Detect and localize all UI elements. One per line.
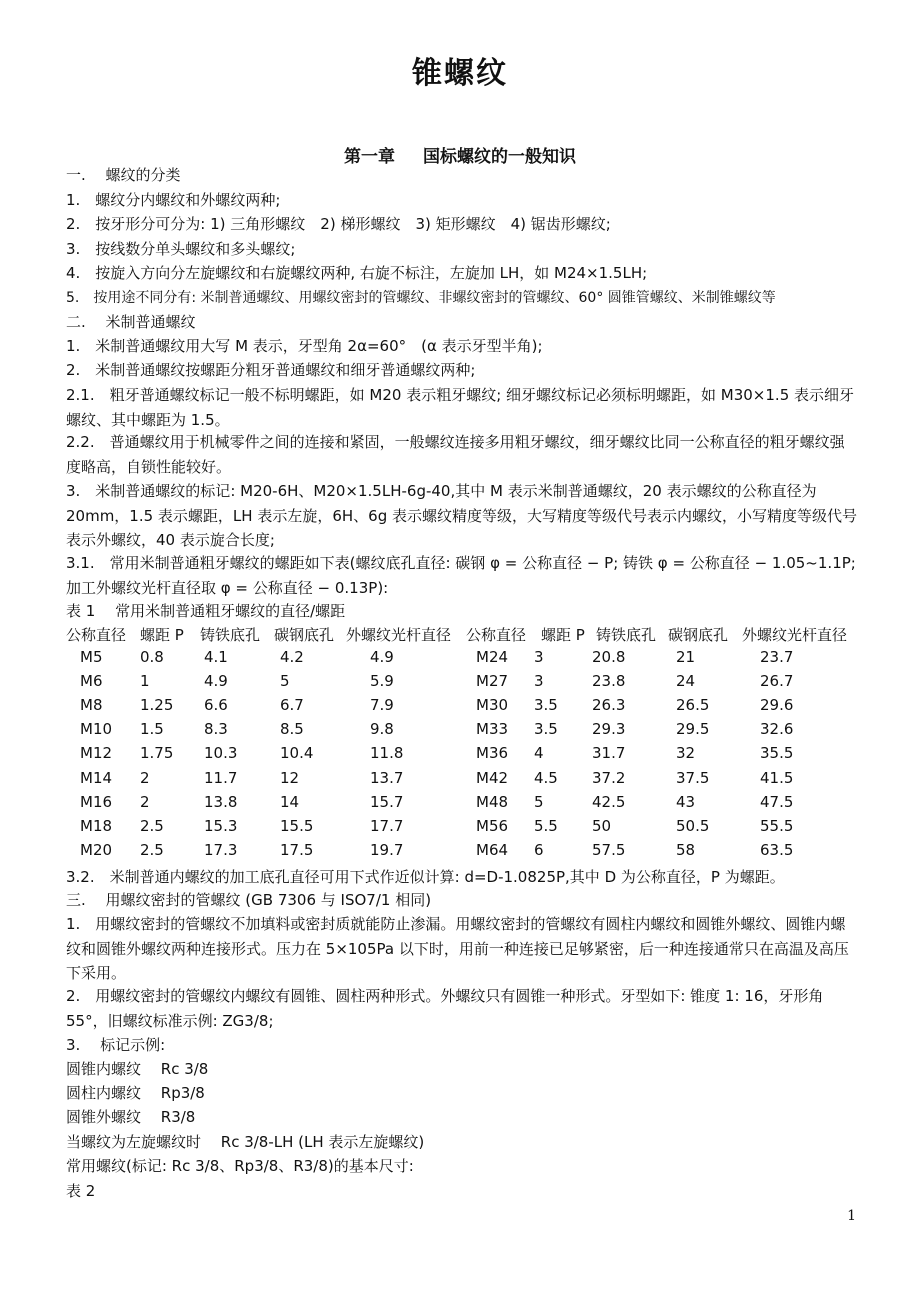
table-cell: 32 (676, 744, 696, 763)
paragraph: 表 2 (66, 1182, 96, 1200)
table-row (66, 720, 858, 744)
table-row (66, 672, 858, 696)
paragraph: 圆柱内螺纹 Rp3/8 (66, 1084, 205, 1102)
table-cell: 29.6 (760, 696, 794, 715)
table-cell: 3.5 (534, 696, 558, 715)
table-cell: M16 (80, 792, 113, 811)
table-cell: 5.9 (370, 672, 394, 691)
table-cell: M42 (476, 768, 509, 787)
table-cell: 17.7 (370, 816, 404, 835)
table-cell: 26.5 (676, 696, 710, 715)
paragraph: 2. 米制普通螺纹按螺距分粗牙普通螺纹和细牙普通螺纹两种; (66, 361, 476, 379)
table-cell: 24 (676, 672, 696, 691)
table-header-cell: 螺距 P (541, 626, 585, 644)
paragraph: 3.2. 米制普通内螺纹的加工底孔直径可用下式作近似计算: d=D-1.0825P,其中 D 为公称直径，P 为螺距。 (66, 868, 785, 886)
table-cell: 55.5 (760, 816, 794, 835)
table-cell: 2 (140, 768, 150, 787)
section-heading: 二. 米制普通螺纹 (66, 313, 196, 331)
table-row (66, 744, 858, 768)
table-cell: 2.5 (140, 816, 164, 835)
table-cell: M5 (80, 648, 103, 666)
paragraph: 2.2. 普通螺纹用于机械零件之间的连接和紧固，一般螺纹连接多用粗牙螺纹，细牙螺纹比同一公称直径的粗牙螺纹强度略高，自锁性能较好。 (66, 433, 845, 476)
paragraph: 1. 米制普通螺纹用大写 M 表示，牙型角 2α=60° (α 表示牙型半角); (66, 337, 543, 355)
table-cell: 1.25 (140, 696, 174, 715)
table-row (66, 817, 858, 841)
table-cell: 10.3 (204, 744, 238, 763)
table-cell: 0.8 (140, 648, 164, 666)
table-cell: 47.5 (760, 792, 794, 811)
paragraph: 2. 按牙形分可分为: 1) 三角形螺纹 2) 梯形螺纹 3) 矩形螺纹 4) 锯齿形螺纹; (66, 215, 611, 233)
table-row (66, 769, 858, 793)
document-title: 锥螺纹 (412, 56, 508, 91)
table-cell: 5 (534, 792, 544, 811)
table-cell: 4.5 (534, 768, 558, 787)
table-cell: 26.7 (760, 672, 794, 691)
table-cell: 57.5 (592, 840, 626, 859)
table-cell: 15.5 (280, 816, 314, 835)
table-cell: 13.8 (204, 792, 238, 811)
table-cell: M36 (476, 744, 509, 763)
table-cell: 14 (280, 792, 300, 811)
table-caption: 表 1 常用米制普通粗牙螺纹的直径/螺距 (66, 602, 346, 620)
table-cell: 23.7 (760, 648, 794, 666)
chapter-number: 第一章 (344, 147, 395, 167)
table-cell: M30 (476, 696, 509, 715)
table-cell: M10 (80, 720, 113, 739)
paragraph: 3. 米制普通螺纹的标记: M20-6H、M20×1.5LH-6g-40,其中 M 表示米制普通螺纹，20 表示螺纹的公称直径为 20mm，1.5 表示螺距，LH 表示左旋，6H、6g 表示螺纹精度等级，大写精度等级代号表示内螺纹，小写精度等级代号表示外螺纹，40 表示旋合长度; (66, 482, 857, 549)
table-cell: 29.3 (592, 720, 626, 739)
table-cell: 20.8 (592, 648, 626, 666)
paragraph: 1. 用螺纹密封的管螺纹不加填料或密封质就能防止渗漏。用螺纹密封的管螺纹有圆柱内螺纹和圆锥外螺纹、圆锥内螺纹和圆锥外螺纹两种连接形式。压力在 5×105Pa 以下时，用前一种连接已足够紧密，后一种连接通常只在高温及高压下采用。 (66, 915, 849, 982)
table-cell: 5.5 (534, 816, 558, 835)
table-cell: 1 (140, 672, 150, 691)
table-cell: 5 (280, 672, 290, 691)
paragraph: 圆锥内螺纹 Rc 3/8 (66, 1060, 209, 1078)
table-cell: 2.5 (140, 840, 164, 859)
table-cell: M27 (476, 672, 509, 691)
table-cell: 6.6 (204, 696, 228, 715)
table-cell: 3.5 (534, 720, 558, 739)
table-cell: 12 (280, 768, 300, 787)
paragraph: 5. 按用途不同分有: 米制普通螺纹、用螺纹密封的管螺纹、非螺纹密封的管螺纹、60° 圆锥管螺纹、米制锥螺纹等 (66, 290, 776, 306)
table-cell: 10.4 (280, 744, 314, 763)
table-row (66, 793, 858, 817)
table-header-row (66, 624, 858, 648)
table-header-cell: 碳钢底孔 (668, 626, 729, 644)
table-header-cell: 外螺纹光杆直径 (346, 626, 452, 644)
table-row (66, 648, 858, 672)
table-cell: M8 (80, 696, 103, 715)
table-cell: 6.7 (280, 696, 304, 715)
table-cell: 35.5 (760, 744, 794, 763)
paragraph: 3.1. 常用米制普通粗牙螺纹的螺距如下表(螺纹底孔直径: 碳钢 φ = 公称直径 − P; 铸铁 φ = 公称直径 − 1.05~1.1P; 加工外螺纹光杆直径取 φ = 公称直径 − 0.13P): (66, 554, 856, 597)
paragraph: 2. 用螺纹密封的管螺纹内螺纹有圆锥、圆柱两种形式。外螺纹只有圆锥一种形式。牙型如下: 锥度 1: 16，牙形角 55°，旧螺纹标准示例: ZG3/8; (66, 987, 824, 1030)
table-cell: 32.6 (760, 720, 794, 739)
table-cell: 15.7 (370, 792, 404, 811)
table-cell: 23.8 (592, 672, 626, 691)
table-cell: 11.8 (370, 744, 404, 763)
table-cell: 4.2 (280, 648, 304, 666)
paragraph: 3. 按线数分单头螺纹和多头螺纹; (66, 240, 296, 258)
table-cell: 31.7 (592, 744, 626, 763)
table-cell: 17.3 (204, 840, 238, 859)
table-cell: 37.2 (592, 768, 626, 787)
section-heading: 一. 螺纹的分类 (66, 166, 181, 184)
paragraph: 4. 按旋入方向分左旋螺纹和右旋螺纹两种, 右旋不标注，左旋加 LH，如 M24×1.5LH; (66, 264, 648, 282)
table-cell: 4 (534, 744, 544, 763)
table-cell: 21 (676, 648, 696, 666)
table-cell: 1.75 (140, 744, 174, 763)
paragraph: 3. 标记示例: (66, 1036, 166, 1054)
table-cell: 1.5 (140, 720, 164, 739)
table-header-cell: 碳钢底孔 (274, 626, 335, 644)
table-cell: M14 (80, 768, 113, 787)
table-header-cell: 螺距 P (140, 626, 184, 644)
table-cell: 17.5 (280, 840, 314, 859)
table-cell: M18 (80, 816, 113, 835)
table-cell: M12 (80, 744, 113, 763)
table-cell: 42.5 (592, 792, 626, 811)
table-cell: M20 (80, 840, 113, 859)
table-row (66, 696, 858, 720)
table-header-cell: 公称直径 (466, 626, 527, 644)
table-cell: M6 (80, 672, 103, 691)
paragraph: 圆锥外螺纹 R3/8 (66, 1108, 196, 1126)
table-cell: 50.5 (676, 816, 710, 835)
table-cell: 4.1 (204, 648, 228, 666)
table-cell: 50 (592, 816, 612, 835)
table-cell: 29.5 (676, 720, 710, 739)
table-cell: 3 (534, 672, 544, 691)
table-cell: M33 (476, 720, 509, 739)
table-cell: 8.5 (280, 720, 304, 739)
table-cell: 13.7 (370, 768, 404, 787)
table-cell: M56 (476, 816, 509, 835)
table-cell: 26.3 (592, 696, 626, 715)
paragraph: 当螺纹为左旋螺纹时 Rc 3/8-LH (LH 表示左旋螺纹) (66, 1133, 425, 1151)
table-cell: 9.8 (370, 720, 394, 739)
table-cell: 2 (140, 792, 150, 811)
table-row (66, 841, 858, 865)
table-cell: 63.5 (760, 840, 794, 859)
table-cell: M48 (476, 792, 509, 811)
table-cell: 11.7 (204, 768, 238, 787)
table-cell: 41.5 (760, 768, 794, 787)
table-header-cell: 铸铁底孔 (200, 626, 261, 644)
table-header-cell: 外螺纹光杆直径 (742, 626, 848, 644)
paragraph: 1. 螺纹分内螺纹和外螺纹两种; (66, 191, 281, 209)
paragraph: 常用螺纹(标记: Rc 3/8、Rp3/8、R3/8)的基本尺寸: (66, 1157, 414, 1175)
table-cell: 15.3 (204, 816, 238, 835)
table-cell: 37.5 (676, 768, 710, 787)
table-cell: 58 (676, 840, 696, 859)
table-header-cell: 公称直径 (66, 626, 127, 644)
paragraph: 2.1. 粗牙普通螺纹标记一般不标明螺距，如 M20 表示粗牙螺纹; 细牙螺纹标记必须标明螺距，如 M30×1.5 表示细牙螺纹、其中螺距为 1.5。 (66, 386, 855, 429)
table-header-cell: 铸铁底孔 (596, 626, 657, 644)
table-cell: 43 (676, 792, 696, 811)
table-cell: 4.9 (370, 648, 394, 666)
page-number: 1 (847, 1208, 856, 1224)
table-cell: 4.9 (204, 672, 228, 691)
table-cell: 6 (534, 840, 544, 859)
chapter-name: 国标螺纹的一般知识 (423, 147, 576, 167)
table-cell: 8.3 (204, 720, 228, 739)
table-cell: M64 (476, 840, 509, 859)
table-cell: 7.9 (370, 696, 394, 715)
table-cell: 3 (534, 648, 544, 666)
table-cell: M24 (476, 648, 509, 666)
table-cell: 19.7 (370, 840, 404, 859)
section-heading: 三. 用螺纹密封的管螺纹 (GB 7306 与 ISO7/1 相同) (66, 891, 432, 909)
